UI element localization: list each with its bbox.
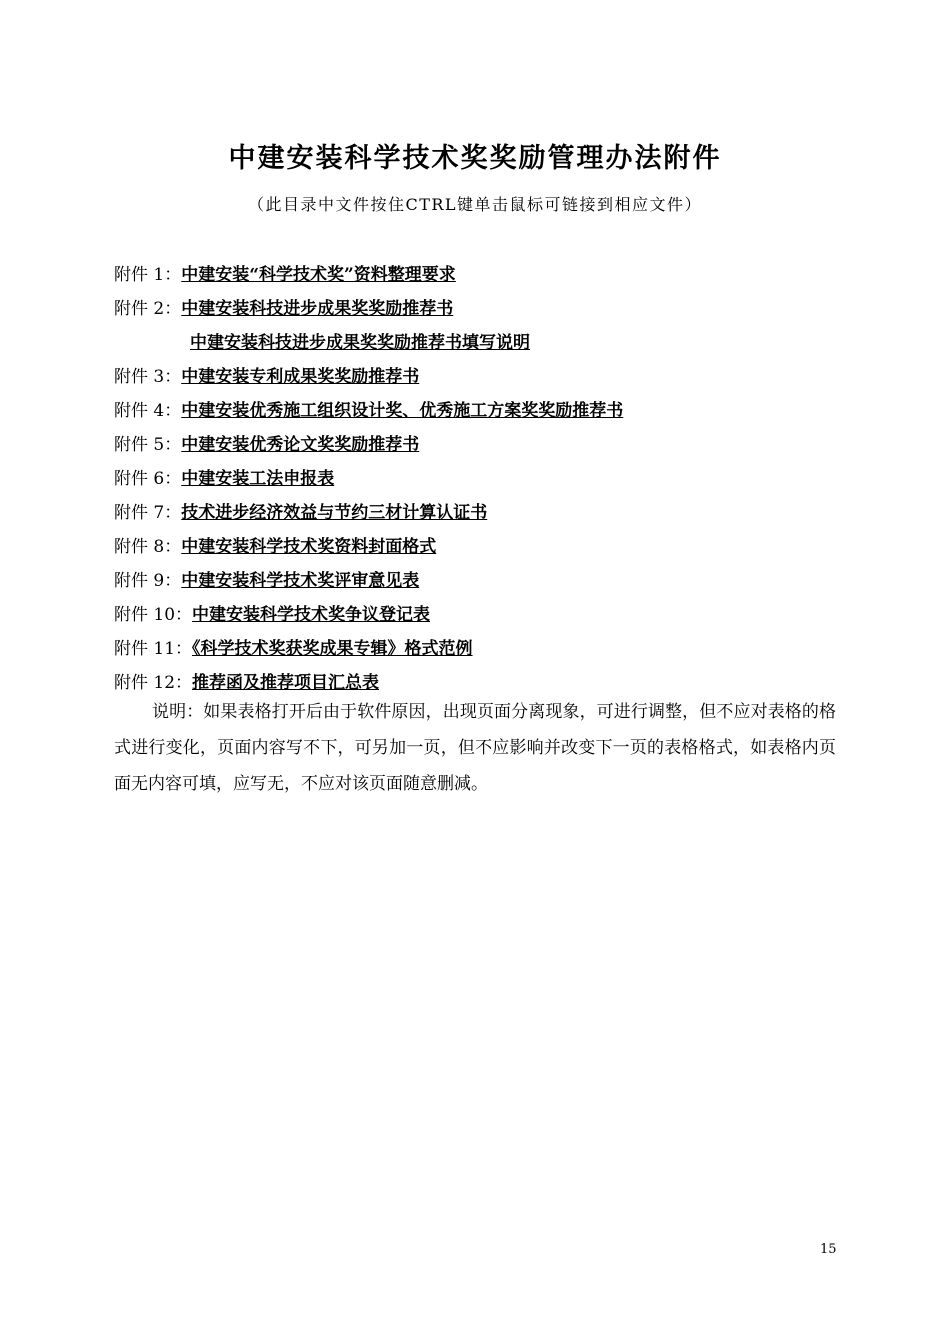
attachment-label: 附件 7： xyxy=(114,503,182,523)
attachment-item-5 xyxy=(114,428,854,462)
attachment-label: 附件 1： xyxy=(114,265,182,285)
attachment-item-11 xyxy=(114,632,854,666)
page-number: 15 xyxy=(820,1242,837,1257)
attachment-item-2 xyxy=(114,292,854,326)
attachment-link-12[interactable]: 推荐函及推荐项目汇总表 xyxy=(192,673,380,693)
attachment-link-2-instructions[interactable]: 中建安装科技进步成果奖奖励推荐书填写说明 xyxy=(190,333,530,353)
attachment-item-2-sub xyxy=(114,326,854,360)
attachment-link-11[interactable]: 《科学技术奖获奖成果专辑》格式范例 xyxy=(192,639,473,659)
note-section xyxy=(114,694,836,802)
attachment-item-8 xyxy=(114,530,854,564)
attachment-label: 附件 5： xyxy=(114,435,182,455)
page-title: 中建安装科学技术奖奖励管理办法附件 xyxy=(228,143,722,174)
attachment-link-2[interactable]: 中建安装科技进步成果奖奖励推荐书 xyxy=(181,299,454,319)
attachment-item-4 xyxy=(114,394,854,428)
attachment-item-1 xyxy=(114,258,854,292)
note-paragraph: 说明：如果表格打开后由于软件原因，出现页面分离现象，可进行调整，但不应对表格的格式进行变化，页面内容写不下，可另加一页，但不应影响并改变下一页的表格格式，如表格内页面无内容可填，应写无，不应对该页面随意删减。 xyxy=(114,702,836,794)
attachment-item-6 xyxy=(114,462,854,496)
attachment-label: 附件 10： xyxy=(114,605,193,625)
attachment-link-7[interactable]: 技术进步经济效益与节约三材计算认证书 xyxy=(181,503,488,523)
attachment-link-5[interactable]: 中建安装优秀论文奖奖励推荐书 xyxy=(181,435,420,455)
attachment-link-1[interactable]: 中建安装“科学技术奖”资料整理要求 xyxy=(181,265,456,285)
attachment-item-3 xyxy=(114,360,854,394)
attachment-label: 附件 2： xyxy=(114,299,182,319)
attachment-link-10[interactable]: 中建安装科学技术奖争议登记表 xyxy=(192,605,431,625)
attachment-label: 附件 9： xyxy=(114,571,182,591)
page-subtitle: （此目录中文件按住CTRL键单击鼠标可链接到相应文件） xyxy=(247,195,703,214)
attachment-link-8[interactable]: 中建安装科学技术奖资料封面格式 xyxy=(181,537,437,557)
attachment-link-6[interactable]: 中建安装工法申报表 xyxy=(181,469,335,489)
attachment-link-9[interactable]: 中建安装科学技术奖评审意见表 xyxy=(181,571,420,591)
attachment-item-10 xyxy=(114,598,854,632)
attachment-label: 附件 11： xyxy=(114,639,193,659)
attachment-link-4[interactable]: 中建安装优秀施工组织设计奖、优秀施工方案奖奖励推荐书 xyxy=(181,401,624,421)
attachment-label: 附件 6： xyxy=(114,469,182,489)
attachment-label: 附件 12： xyxy=(114,673,193,693)
attachment-label: 附件 8： xyxy=(114,537,182,557)
attachment-item-7 xyxy=(114,496,854,530)
attachment-list xyxy=(114,258,854,700)
attachment-label: 附件 3： xyxy=(114,367,182,387)
attachment-item-9 xyxy=(114,564,854,598)
attachment-label: 附件 4： xyxy=(114,401,182,421)
attachment-link-3[interactable]: 中建安装专利成果奖奖励推荐书 xyxy=(181,367,420,387)
